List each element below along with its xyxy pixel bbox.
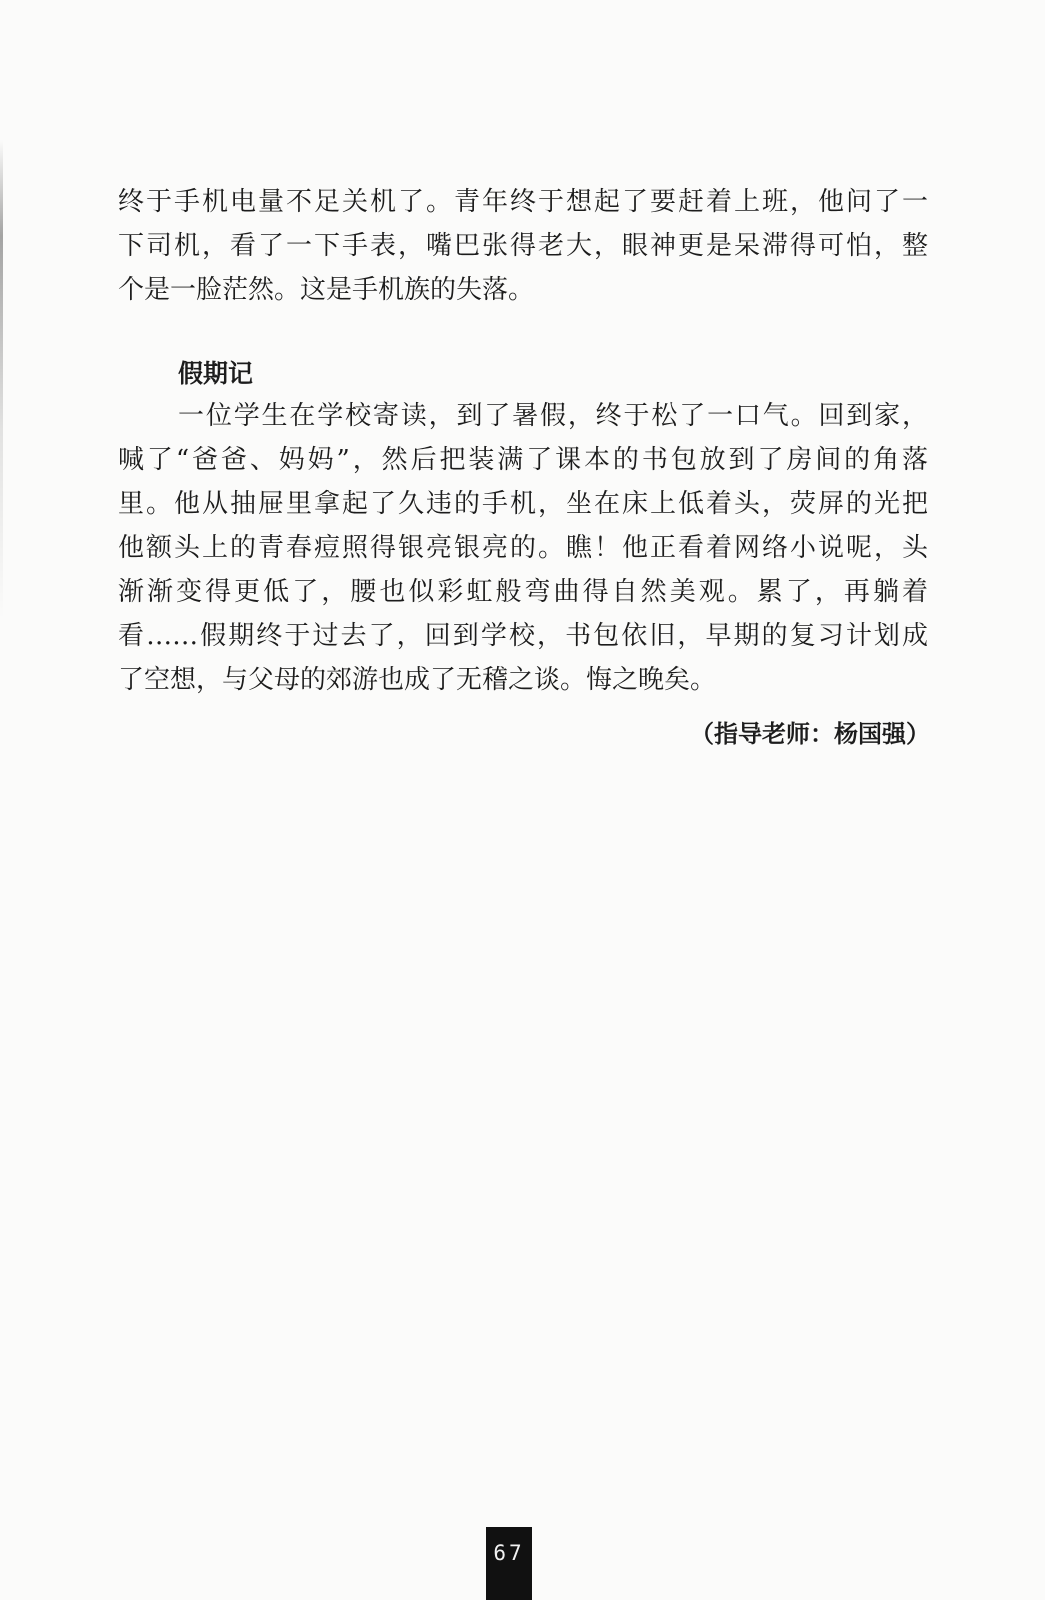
paragraph-line: 一位学生在学校寄读，到了暑假，终于松了一口气。回到家， (178, 401, 928, 431)
paragraph-line: 渐渐变得更低了，腰也似彩虹般弯曲得自然美观。累了，再躺着 (118, 577, 928, 607)
paragraph-line: 他额头上的青春痘照得银亮银亮的。瞧！他正看着网络小说呢，头 (118, 533, 928, 563)
paragraph-line: 个是一脸茫然。这是手机族的失落。 (118, 275, 535, 305)
paragraph-line: 里。他从抽屉里拿起了久违的手机，坐在床上低着头，荧屏的光把 (118, 489, 928, 519)
paragraph-line: 下司机，看了一下手表，嘴巴张得老大，眼神更是呆滞得可怕，整 (118, 231, 928, 261)
page-number: 67 (486, 1527, 532, 1600)
paragraph-line: 看……假期终于过去了，回到学校，书包依旧，早期的复习计划成 (118, 621, 928, 651)
paragraph-line: 终于手机电量不足关机了。青年终于想起了要赶着上班，他问了一 (118, 187, 928, 217)
scan-edge-shadow (0, 140, 3, 620)
paragraph-line: 了空想，与父母的郊游也成了无稽之谈。悔之晚矣。 (118, 665, 717, 695)
advisor-credit: （指导老师：杨国强） (690, 720, 930, 748)
section-title: 假期记 (178, 359, 254, 388)
paragraph-line: 喊了“爸爸、妈妈”，然后把装满了课本的书包放到了房间的角落 (118, 445, 928, 475)
